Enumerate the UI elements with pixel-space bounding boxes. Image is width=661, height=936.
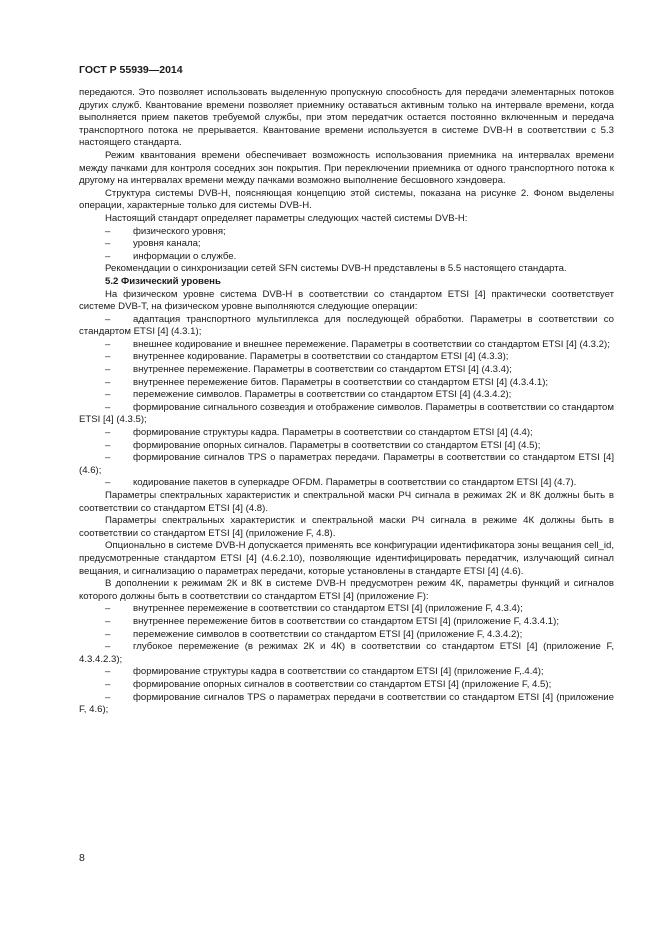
- paragraph: передаются. Это позволяет использовать выделенную пропускную способность для передачи элементарных потоков других служб. Квантование времени позволяет приемнику оставаться активным только на интервале времени, когда выполняется прием пакетов требуемой службы, при этом передатчик остается постоянно включенным и передача транспортного потока не прерывается. Квантование времени используется в системе DVB-H в соответствии с 5.3 настоящего стандарта.: [79, 87, 614, 149]
- list-item-text: уровня канала;: [133, 238, 201, 250]
- list-item: [79, 238, 614, 251]
- list-dash: –: [105, 603, 111, 615]
- paragraph: Режим квантования времени обеспечивает возможность использования приемника на интервалах времени между пачками для контроля соседних зон покрытия. При переключении приемника от одного транспортного потока к другому на интервалах времени между пачками возможно выполнение бесшовного хэндовера.: [79, 149, 614, 187]
- list-dash: –: [105, 351, 111, 363]
- list-dash: –: [105, 452, 111, 464]
- list-item-text: перемежение символов в соответствии со стандартом ETSI [4] (приложение F, 4.3.4.2);: [133, 628, 523, 640]
- list-item: [79, 339, 614, 352]
- list-dash: –: [105, 338, 111, 350]
- list-item-text: физического уровня;: [133, 225, 226, 237]
- list-dash: –: [105, 666, 111, 678]
- paragraph: Настоящий стандарт определяет параметры следующих частей системы DVB-H:: [105, 212, 468, 224]
- list-item: [79, 603, 614, 616]
- document-header: ГОСТ Р 55939—2014: [79, 64, 183, 76]
- list-item-text: внутреннее перемежение битов. Параметры в соответствии со стандартом ETSI [4] (4.3.4.1);: [133, 376, 549, 388]
- list-item: [79, 251, 614, 264]
- list-item-text: формирование опорных сигналов. Параметры в соответствии со стандартом ETSI [4] (4.5);: [133, 439, 541, 451]
- list-dash: –: [105, 389, 111, 401]
- paragraph: Параметры спектральных характеристик и спектральной маски РЧ сигнала в режиме 4К должны быть в соответствии со стандартом ETSI [4] (приложение F, 4.8).: [79, 515, 614, 539]
- paragraph: Параметры спектральных характеристик и спектральной маски РЧ сигнала в режимах 2К и 8К должны быть в соответствии со стандартом ETSI [4] (4.8).: [79, 490, 614, 514]
- list-item-text: внутреннее перемежение в соответствии со стандартом ETSI [4] (приложение F, 4.3.4);: [133, 603, 523, 615]
- list-item-text: формирование сигналов TPS о параметрах передачи. Параметры в соответствии со стандартом ETSI [4] (4.6);: [79, 452, 614, 476]
- list-item: [79, 692, 614, 717]
- list-item-text: кодирование пакетов в суперкадре OFDM. Параметры в соответствии со стандартом ETSI [4] (4.7).: [133, 477, 577, 489]
- list-item: [79, 641, 614, 666]
- list-item-text: внешнее кодирование и внешнее перемежение. Параметры в соответствии со стандартом ETSI [4] (4.3.2);: [133, 338, 610, 350]
- list-item-text: адаптация транспортного мультиплекса для последующей обработки. Параметры в соответствии со стандартом ETSI [4] (4.3.1);: [79, 313, 614, 338]
- list-dash: –: [105, 313, 111, 325]
- list-dash: –: [105, 615, 111, 627]
- list-dash: –: [105, 364, 111, 376]
- list-item-text: глубокое перемежение (в режимах 2К и 4К) в соответствии со стандартом ETSI [4] (приложение F, 4.3.4.2.3);: [79, 641, 614, 665]
- list-dash: –: [105, 628, 111, 640]
- list-dash: –: [105, 401, 111, 413]
- paragraph: Рекомендации о синхронизации сетей SFN системы DVB-H представлены в 5.5 настоящего стандарта.: [105, 263, 567, 275]
- list-item: [79, 679, 614, 692]
- list-item: [79, 629, 614, 642]
- list-dash: –: [105, 678, 111, 690]
- list-dash: –: [105, 427, 111, 439]
- paragraph: На физическом уровне система DVB-H в соответствии со стандартом ETSI [4] практически соответствует системе DVB-T, на физическом уровне выполняются следующие операции:: [79, 288, 614, 313]
- list-item: [79, 364, 614, 377]
- list-item: [79, 427, 614, 440]
- list-item: [79, 666, 614, 679]
- document-body: [79, 87, 614, 717]
- list-item-text: внутреннее перемежение. Параметры в соответствии со стандартом ETSI [4] (4.3.4);: [133, 364, 512, 376]
- paragraph: В дополнении к режимам 2К и 8К в системе DVB-H предусмотрен режим 4К, параметры функций и сигналов которого должны быть в соответствии со стандартом ETSI [4] (приложение F):: [79, 578, 614, 602]
- page-number: 8: [79, 852, 85, 864]
- list-dash: –: [105, 439, 111, 451]
- list-item: [79, 402, 614, 427]
- list-item-text: информации о службе.: [133, 250, 237, 262]
- list-item: [79, 351, 614, 364]
- list-item: [79, 616, 614, 629]
- list-dash: –: [105, 250, 111, 262]
- list-dash: –: [105, 376, 111, 388]
- list-item-text: формирование структуры кадра. Параметры в соответствии со стандартом ETSI [4] (4.4);: [133, 427, 533, 439]
- list-dash: –: [105, 477, 111, 489]
- list-item-text: внутреннее кодирование. Параметры в соответствии со стандартом ETSI [4] (4.3.3);: [133, 351, 509, 363]
- list-item: [79, 389, 614, 402]
- paragraph: Опционально в системе DVB-H допускается применять все конфигурации идентификатора зоны вещания cell_id, предусмотренные стандартом ETSI [4] (4.6.2.10), позволяющие идентифицировать передатчик, излучающий сигнал вещания, и сигнализацию о параметрах передачи, которые установлены в стандарте ETSI [4] (4.6).: [79, 540, 614, 577]
- list-item: [79, 314, 614, 339]
- list-item-text: внутреннее перемежение битов в соответствии со стандартом ETSI [4] (приложение F, 4.3.4.1);: [133, 615, 559, 627]
- list-item-text: формирование сигнального созвездия и отображение символов. Параметры в соответствии со стандартом ETSI [4] (4.3.5);: [79, 401, 614, 426]
- list-item-text: формирование сигналов TPS о параметрах передачи в соответствии со стандартом ETSI [4] (приложение F, 4.6);: [79, 691, 614, 716]
- section-heading: 5.2 Физический уровень: [105, 275, 221, 287]
- paragraph: Структура системы DVB-H, поясняющая концепцию этой системы, показана на рисунке 2. Фоном выделены операции, характерные только для системы DVB-H.: [79, 187, 614, 212]
- list-item: [79, 377, 614, 390]
- list-dash: –: [105, 691, 111, 703]
- list-item: [79, 452, 614, 477]
- list-item: [79, 440, 614, 453]
- list-dash: –: [105, 225, 111, 237]
- list-dash: –: [105, 641, 111, 653]
- list-item-text: формирование опорных сигналов в соответствии со стандартом ETSI [4] (приложение F, 4.5);: [133, 678, 552, 690]
- list-item: [79, 477, 614, 490]
- list-item-text: перемежение символов. Параметры в соответствии со стандартом ETSI [4] (4.3.4.2);: [133, 389, 512, 401]
- list-item: [79, 226, 614, 239]
- list-dash: –: [105, 238, 111, 250]
- list-item-text: формирование структуры кадра в соответствии со стандартом ETSI [4] (приложение F,.4.4);: [133, 666, 544, 678]
